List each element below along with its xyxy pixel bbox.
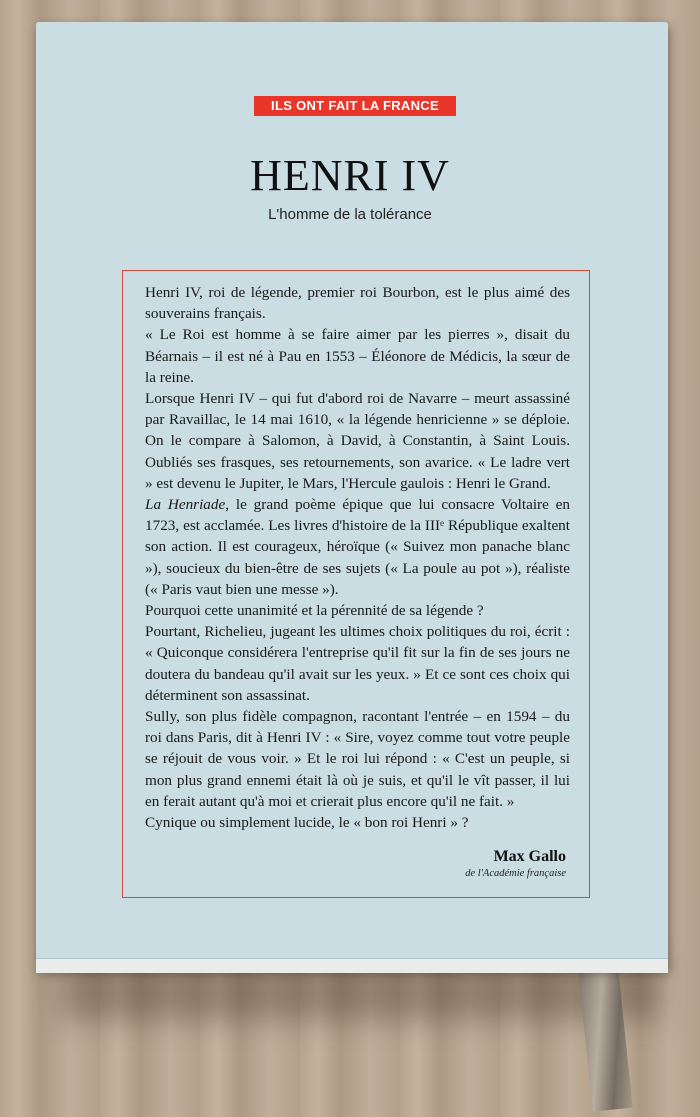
blurb-paragraph: Lorsque Henri IV – qui fut d'abord roi de Navarre – meurt assassiné par Ravaillac, le 14 mai 1610, « la légende henricienne » se déploie. On le compare à Salomon, à David, à Constantin, à Saint Louis. Oubliés ses frasques, ses retournements, son avarice. « Le ladre vert » est devenu le Jupiter, le Mars, l'Hercule gaulois : Henri le Grand. <box>145 390 570 492</box>
series-label: ILS ONT FAIT LA FRANCE <box>254 96 456 116</box>
author-name: Max Gallo <box>493 848 566 865</box>
book-title: HENRI IV <box>250 151 450 200</box>
henriade-rest: , le grand poème épique que lui consacre Voltaire en 1723, est acclamée. Les livres d'histoire de la IIIᵉ République exaltent son action. Il est courageux, héroïque (« Suivez mon panache blanc »), soucieux du bien-être de ses sujets (« La poule au pot »), réaliste (« Paris vaut bien une messe »). <box>145 496 571 598</box>
author-affiliation: de l'Académie française <box>465 868 566 879</box>
book-subtitle: L'homme de la tolérance <box>268 206 432 223</box>
blurb-text <box>145 282 570 833</box>
blurb-paragraph: Pourquoi cette unanimité et la pérennité de sa légende ? <box>145 602 484 620</box>
blurb-paragraph: Pourtant, Richelieu, jugeant les ultimes choix politiques du roi, écrit : « Quiconque considérera l'entreprise qu'il fit sur la fin de ses jours ne doutera du bandeau qu'il avait sur les yeux. » Et ce sont ces choix qui déterminent son assassinat. <box>145 623 570 704</box>
henriade-title: La Henriade <box>145 496 226 514</box>
blurb-paragraph: « Le Roi est homme à se faire aimer par les pierres », disait du Béarnais – il est né à Pau en 1553 – Éléonore de Médicis, la sœur de la reine. <box>145 326 570 386</box>
blurb-paragraph: Henri IV, roi de légende, premier roi Bourbon, est le plus aimé des souverains français. <box>145 284 570 323</box>
book-page-edges <box>36 958 668 973</box>
blurb-paragraph: Sully, son plus fidèle compagnon, racontant l'entrée – en 1594 – du roi dans Paris, dit à Henri IV : « Sire, voyez comme tout votre peuple se réjouit de vous voir. » Et le roi lui répond : « C'est un peuple, si mon plus grand ennemi était là où je suis, et qu'il le vît passer, il lui en ferait autant qu'à moi et crierait plus encore qu'il ne fait. » <box>145 708 570 810</box>
blurb-paragraph: Cynique ou simplement lucide, le « bon roi Henri » ? <box>145 814 469 832</box>
blurb-paragraph-henriade <box>145 494 570 600</box>
